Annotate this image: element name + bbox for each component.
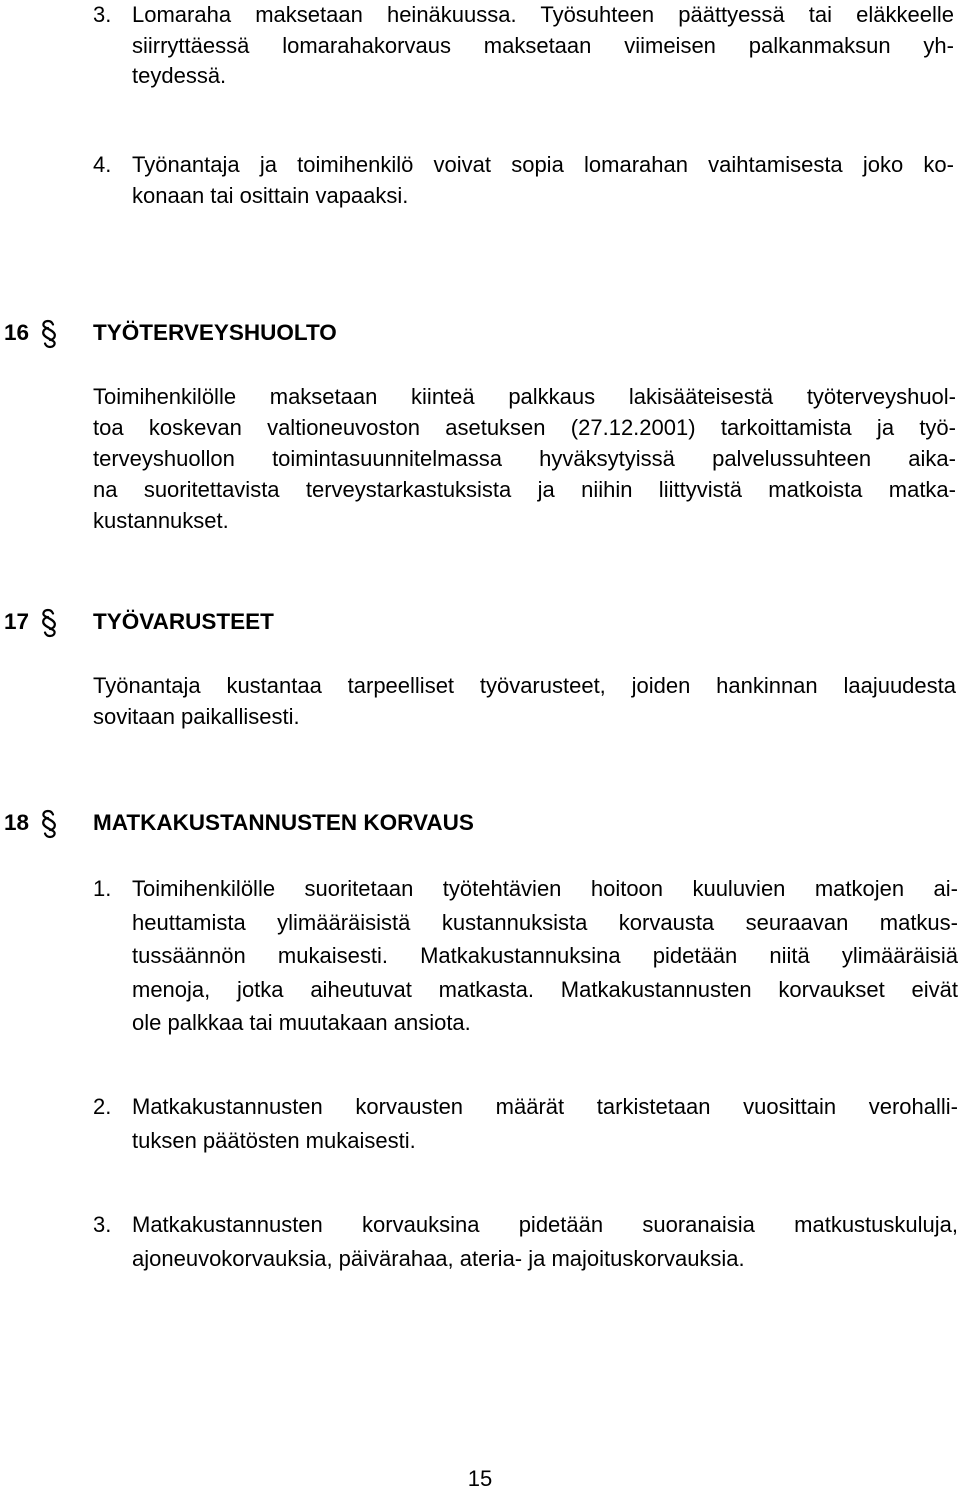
- section-number: 16: [4, 320, 30, 345]
- list-item-number: 1.: [93, 876, 112, 901]
- list-item-line: siirryttäessä lomarahakorvaus maksetaan viimeisen palkanmaksun yh-: [132, 32, 954, 58]
- section-sign-icon: [38, 319, 60, 349]
- section-title: MATKAKUSTANNUSTEN KORVAUS: [93, 810, 474, 835]
- paragraph-line: Työnantaja kustantaa tarpeelliset työvarusteet, joiden hankinnan laajuudesta: [93, 673, 956, 698]
- section-number: 18: [4, 810, 30, 835]
- section-paragraph: [93, 670, 956, 732]
- section-title: TYÖVARUSTEET: [93, 609, 274, 634]
- list-item-line: ajoneuvokorvauksia, päivärahaa, ateria- ja majoituskorvauksia.: [132, 1245, 745, 1271]
- list-item: [93, 1090, 958, 1157]
- list-item-line: tuksen päätösten mukaisesti.: [132, 1127, 416, 1153]
- section-number: 17: [4, 609, 30, 634]
- paragraph-line: terveyshuollon toimintasuunnitelmassa hyväksytyissä palvelussuhteen aika-: [93, 446, 956, 471]
- list-item-number: 3.: [93, 1212, 112, 1237]
- paragraph-line: kustannukset.: [93, 508, 229, 533]
- paragraph-line: toa koskevan valtioneuvoston asetuksen (27.12.2001) tarkoittamista ja työ-: [93, 415, 956, 440]
- list-item-number: 2.: [93, 1094, 112, 1119]
- list-item: [93, 872, 958, 1040]
- list-item-number: 3.: [93, 2, 112, 27]
- list-item-line: Lomaraha maksetaan heinäkuussa. Työsuhteen päättyessä tai eläkkeelle: [132, 2, 954, 27]
- list-item-line: menoja, jotka aiheutuvat matkasta. Matkakustannusten korvaukset eivät: [132, 976, 958, 1002]
- section-sign-icon: [38, 809, 60, 839]
- list-item-line: Työnantaja ja toimihenkilö voivat sopia lomarahan vaihtamisesta joko ko-: [132, 152, 954, 177]
- section-title: TYÖTERVEYSHUOLTO: [93, 320, 337, 345]
- list-item: [93, 150, 954, 211]
- list-item-line: heuttamista ylimääräisistä kustannuksista korvausta seuraavan matkus-: [132, 909, 958, 935]
- paragraph-line: na suoritettavista terveystarkastuksista ja niihin liittyvistä matkoista matka-: [93, 477, 956, 502]
- list-item: [93, 1208, 958, 1275]
- section-paragraph: [93, 381, 956, 536]
- list-item: [93, 0, 954, 92]
- list-item-line: ole palkkaa tai muutakaan ansiota.: [132, 1010, 471, 1035]
- list-item-number: 4.: [93, 152, 112, 177]
- paragraph-line: Toimihenkilölle maksetaan kiinteä palkkaus lakisääteisestä työterveyshuol-: [93, 384, 956, 409]
- list-item-line: Matkakustannusten korvauksina pidetään suoranaisia matkustuskuluja,: [132, 1212, 958, 1237]
- section-sign-icon: [38, 608, 60, 638]
- list-item-line: Toimihenkilölle suoritetaan työtehtävien hoitoon kuuluvien matkojen ai-: [132, 876, 958, 901]
- list-item-line: konaan tai osittain vapaaksi.: [132, 182, 409, 208]
- paragraph-line: sovitaan paikallisesti.: [93, 704, 300, 729]
- list-item-line: tussäännön mukaisesti. Matkakustannuksina pidetään niitä ylimääräisiä: [132, 943, 958, 968]
- list-item-line: Matkakustannusten korvausten määrät tarkistetaan vuosittain verohalli-: [132, 1094, 958, 1119]
- list-item-line: teydessä.: [132, 63, 227, 88]
- page-number: 15: [467, 1466, 493, 1491]
